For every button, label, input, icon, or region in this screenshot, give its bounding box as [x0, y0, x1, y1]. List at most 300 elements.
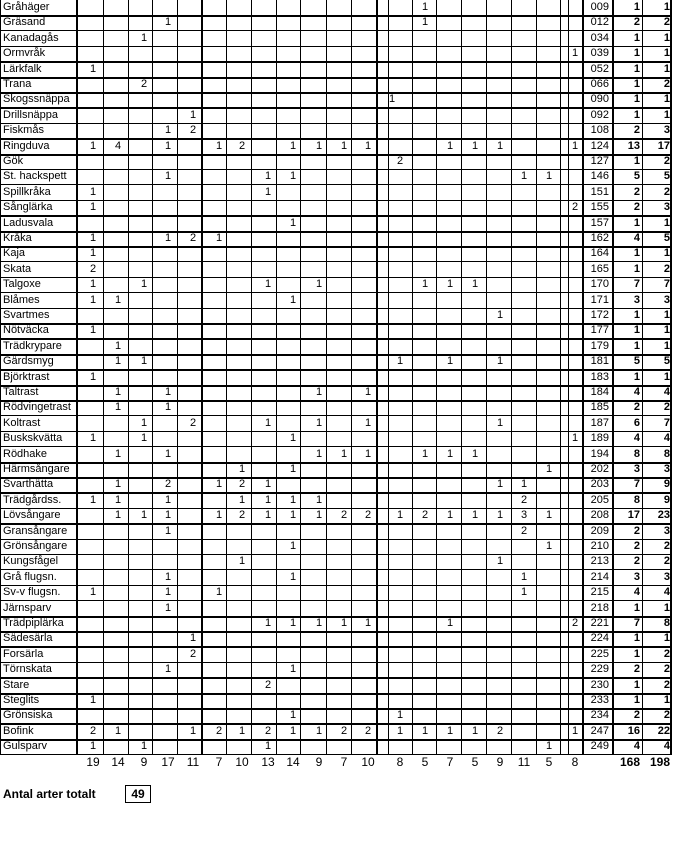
count-cell — [232, 108, 252, 123]
count-cell — [83, 631, 103, 646]
count-cell — [158, 678, 178, 693]
count-cell: 2 — [89, 262, 97, 275]
count-cell — [232, 123, 252, 138]
site-count: 4 — [633, 232, 640, 244]
count-cell — [358, 493, 378, 508]
column-total: 19 — [86, 755, 100, 769]
count-cell — [232, 262, 252, 277]
count-cell: 1 — [520, 586, 528, 599]
count-cell — [465, 293, 485, 308]
count-cell — [514, 616, 534, 631]
count-cell — [108, 15, 128, 30]
count-cell — [108, 631, 128, 646]
count-cell: 1 — [289, 540, 297, 552]
count-cell — [158, 46, 178, 61]
count-cell — [390, 524, 410, 539]
count-cell — [134, 339, 154, 354]
count-cell — [258, 216, 278, 231]
count-cell — [134, 323, 154, 338]
count-cell — [358, 462, 378, 477]
species-name: Drillsnäppa — [3, 108, 59, 121]
count-cell: 1 — [496, 139, 504, 152]
count-cell — [134, 385, 154, 400]
count-cell: 1 — [396, 355, 404, 368]
count-cell — [390, 339, 410, 354]
column-total: 9 — [496, 755, 504, 769]
species-name: Skogssnäppa — [3, 93, 70, 106]
species-code: 224 — [590, 632, 609, 645]
species-code: 194 — [590, 447, 609, 460]
site-count: 2 — [633, 540, 640, 552]
species-code: 012 — [590, 16, 609, 29]
individual-count: 5 — [663, 170, 670, 183]
count-cell — [83, 647, 103, 662]
count-cell: 1 — [496, 555, 504, 568]
count-cell — [465, 477, 485, 492]
count-cell — [232, 77, 252, 92]
count-cell — [158, 308, 178, 323]
count-cell — [232, 601, 252, 616]
count-cell: 1 — [215, 509, 223, 522]
count-cell — [514, 139, 534, 154]
individual-count: 1 — [663, 694, 670, 706]
count-cell — [490, 631, 510, 646]
site-count: 2 — [633, 524, 640, 537]
count-cell — [440, 216, 460, 231]
grid-line — [582, 0, 584, 754]
count-cell — [232, 385, 252, 400]
count-cell: 1 — [215, 139, 223, 152]
count-cell — [490, 447, 510, 462]
count-cell: 2 — [264, 678, 272, 691]
count-cell — [465, 616, 485, 631]
grid-line — [300, 0, 301, 754]
count-cell — [415, 616, 435, 631]
individual-count: 5 — [663, 232, 670, 244]
individual-count: 2 — [663, 401, 670, 414]
count-cell — [108, 200, 128, 215]
count-cell — [490, 293, 510, 308]
count-cell — [183, 169, 203, 184]
count-cell — [108, 662, 128, 677]
count-cell — [108, 108, 128, 123]
count-cell: 1 — [114, 293, 122, 306]
count-cell — [490, 123, 510, 138]
count-cell — [514, 108, 534, 123]
count-cell — [415, 200, 435, 215]
grid-line — [201, 0, 203, 754]
table-row — [0, 493, 672, 509]
species-code: 214 — [590, 570, 609, 583]
species-code: 234 — [590, 709, 609, 722]
species-name: Trädkrypare — [3, 339, 62, 352]
count-cell — [134, 62, 154, 77]
count-cell — [514, 462, 534, 477]
count-cell — [465, 647, 485, 662]
count-cell — [390, 293, 410, 308]
count-cell — [440, 570, 460, 585]
count-cell — [134, 123, 154, 138]
count-cell: 1 — [364, 447, 372, 460]
count-cell — [440, 185, 460, 200]
site-count: 2 — [633, 16, 640, 29]
count-cell — [83, 31, 103, 46]
count-cell — [390, 308, 410, 323]
count-cell — [134, 246, 154, 261]
count-cell — [390, 185, 410, 200]
species-code: 185 — [590, 401, 609, 414]
count-cell: 1 — [164, 663, 172, 676]
count-cell — [390, 493, 410, 508]
species-code: 209 — [590, 524, 609, 537]
count-cell — [134, 724, 154, 739]
count-cell — [465, 370, 485, 385]
count-cell — [358, 339, 378, 354]
count-cell — [183, 216, 203, 231]
species-name: Nötväcka — [3, 324, 49, 337]
site-count: 1 — [633, 47, 640, 60]
count-cell: 1 — [471, 509, 479, 522]
count-cell: 1 — [89, 185, 97, 198]
count-cell — [440, 416, 460, 431]
count-cell — [108, 739, 128, 754]
count-cell: 1 — [396, 509, 404, 522]
count-cell: 1 — [164, 232, 172, 244]
count-cell — [258, 154, 278, 169]
count-cell — [108, 647, 128, 662]
count-cell: 1 — [421, 278, 429, 291]
individual-count: 3 — [663, 293, 670, 306]
count-cell — [258, 92, 278, 107]
count-cell — [440, 62, 460, 77]
count-cell — [232, 647, 252, 662]
count-cell — [183, 31, 203, 46]
count-cell — [514, 185, 534, 200]
count-cell — [232, 616, 252, 631]
count-cell — [258, 431, 278, 446]
count-cell — [490, 739, 510, 754]
count-cell — [465, 62, 485, 77]
count-cell — [134, 139, 154, 154]
individual-count: 1 — [663, 309, 670, 321]
count-cell — [183, 585, 203, 600]
site-count: 1 — [633, 647, 640, 660]
site-count: 5 — [633, 355, 640, 368]
individual-count: 2 — [663, 185, 670, 198]
species-code: 221 — [590, 617, 609, 629]
count-cell — [390, 647, 410, 662]
species-name: Ormvråk — [3, 47, 46, 60]
count-cell — [390, 139, 410, 154]
count-cell — [490, 46, 510, 61]
count-cell — [232, 308, 252, 323]
count-cell — [134, 678, 154, 693]
count-cell: 1 — [89, 586, 97, 599]
count-cell — [183, 308, 203, 323]
count-cell — [514, 724, 534, 739]
count-cell: 1 — [471, 139, 479, 152]
site-count: 1 — [633, 370, 640, 383]
count-cell — [490, 462, 510, 477]
count-cell: 2 — [264, 724, 272, 737]
count-cell — [108, 678, 128, 693]
species-name: Kråka — [3, 232, 32, 244]
count-cell — [183, 139, 203, 154]
species-code: 162 — [590, 232, 609, 244]
count-cell — [514, 431, 534, 446]
count-cell — [183, 154, 203, 169]
site-count: 2 — [633, 185, 640, 198]
count-cell — [232, 216, 252, 231]
count-cell — [358, 92, 378, 107]
count-cell: 1 — [340, 139, 348, 152]
count-cell — [440, 585, 460, 600]
count-cell: 1 — [264, 740, 272, 753]
site-count: 1 — [633, 324, 640, 337]
count-cell — [440, 46, 460, 61]
species-code: 184 — [590, 386, 609, 398]
column-total: 8 — [396, 755, 404, 769]
count-cell — [490, 108, 510, 123]
site-count: 2 — [633, 201, 640, 214]
count-cell — [490, 708, 510, 723]
species-code: 157 — [590, 216, 609, 229]
count-cell — [490, 216, 510, 231]
count-cell — [490, 370, 510, 385]
count-cell — [514, 631, 534, 646]
species-name: Gulsparv — [3, 740, 48, 753]
count-cell: 1 — [289, 509, 297, 522]
count-cell: 1 — [264, 617, 272, 629]
table-row — [0, 524, 672, 540]
count-cell: 1 — [164, 509, 172, 522]
count-cell — [465, 31, 485, 46]
count-cell — [440, 462, 460, 477]
table-row — [0, 108, 672, 124]
count-cell — [514, 277, 534, 292]
count-cell — [183, 385, 203, 400]
count-cell — [83, 15, 103, 30]
count-cell — [258, 77, 278, 92]
count-cell — [183, 678, 203, 693]
count-cell — [415, 416, 435, 431]
count-cell — [358, 739, 378, 754]
table-row — [0, 154, 672, 170]
grid-line — [251, 0, 252, 754]
table-row — [0, 31, 672, 47]
count-cell — [83, 462, 103, 477]
count-cell — [440, 539, 460, 554]
count-cell — [258, 31, 278, 46]
count-cell — [390, 431, 410, 446]
count-cell: 1 — [164, 170, 172, 183]
count-cell: 1 — [471, 724, 479, 737]
table-row — [0, 647, 672, 663]
count-cell — [465, 123, 485, 138]
count-cell: 1 — [289, 570, 297, 583]
count-cell — [465, 739, 485, 754]
count-cell — [415, 123, 435, 138]
count-cell: 1 — [545, 170, 553, 183]
individual-count: 1 — [663, 247, 670, 260]
count-cell — [514, 539, 534, 554]
count-cell: 1 — [215, 586, 223, 599]
column-total: 7 — [340, 755, 348, 769]
count-cell — [358, 246, 378, 261]
count-cell — [134, 708, 154, 723]
count-cell: 1 — [289, 293, 297, 306]
count-cell — [183, 354, 203, 369]
count-cell — [232, 185, 252, 200]
individual-count: 9 — [663, 478, 670, 491]
count-cell — [390, 601, 410, 616]
grid-line — [670, 0, 672, 754]
count-cell: 1 — [289, 216, 297, 229]
site-count: 5 — [633, 170, 640, 183]
count-cell — [490, 231, 510, 246]
grid-line — [436, 0, 437, 754]
count-cell — [415, 154, 435, 169]
count-cell: 1 — [164, 493, 172, 506]
grid-line — [560, 0, 561, 754]
count-cell — [258, 339, 278, 354]
count-cell — [232, 15, 252, 30]
count-cell: 2 — [396, 155, 404, 167]
count-cell — [358, 477, 378, 492]
count-cell — [390, 570, 410, 585]
count-cell: 2 — [215, 724, 223, 737]
count-cell — [232, 416, 252, 431]
column-total: 14 — [111, 755, 125, 769]
individual-count: 1 — [663, 108, 670, 121]
count-cell — [108, 524, 128, 539]
species-code: 034 — [590, 31, 609, 44]
species-code: 066 — [590, 78, 609, 90]
grid-line — [326, 0, 327, 754]
species-code: 092 — [590, 108, 609, 121]
count-cell: 1 — [264, 416, 272, 429]
site-count: 1 — [633, 262, 640, 275]
grid-line — [536, 0, 537, 754]
table-row — [0, 277, 672, 293]
count-cell: 1 — [89, 278, 97, 291]
count-cell — [415, 169, 435, 184]
count-cell — [232, 277, 252, 292]
species-name: Trädgårdss. — [3, 493, 62, 506]
count-cell: 1 — [215, 232, 223, 244]
count-cell — [465, 354, 485, 369]
count-cell — [258, 62, 278, 77]
count-cell: 1 — [315, 139, 323, 152]
count-cell — [232, 293, 252, 308]
table-row — [0, 739, 672, 755]
species-code: 009 — [590, 1, 609, 13]
count-cell — [514, 370, 534, 385]
species-name: Grå flugsn. — [3, 570, 57, 583]
site-count: 7 — [633, 278, 640, 291]
count-cell — [183, 616, 203, 631]
individual-count: 2 — [663, 663, 670, 676]
count-cell — [258, 447, 278, 462]
count-cell — [134, 524, 154, 539]
count-cell — [358, 169, 378, 184]
count-cell — [440, 554, 460, 569]
count-cell — [490, 92, 510, 107]
count-cell — [514, 385, 534, 400]
count-cell: 1 — [164, 139, 172, 152]
count-cell — [465, 323, 485, 338]
count-cell: 1 — [340, 617, 348, 629]
count-cell — [514, 601, 534, 616]
count-cell: 1 — [238, 555, 246, 568]
count-cell: 1 — [264, 170, 272, 183]
count-cell: 1 — [164, 570, 172, 583]
count-cell — [183, 601, 203, 616]
count-cell — [158, 200, 178, 215]
count-cell — [514, 416, 534, 431]
count-cell — [183, 46, 203, 61]
count-cell: 1 — [114, 386, 122, 398]
count-cell: 1 — [264, 478, 272, 491]
species-name: Buskskvätta — [3, 432, 63, 445]
species-code: 181 — [590, 355, 609, 368]
count-cell: 2 — [189, 124, 197, 137]
column-totals-row — [0, 754, 672, 770]
count-cell — [490, 647, 510, 662]
count-cell — [158, 462, 178, 477]
count-cell — [390, 447, 410, 462]
species-code: 247 — [590, 724, 609, 737]
count-cell — [158, 370, 178, 385]
individual-count: 1 — [663, 216, 670, 229]
species-name: Ladusvala — [3, 216, 54, 229]
count-cell — [358, 693, 378, 708]
count-cell — [490, 385, 510, 400]
species-name: Björktrast — [3, 370, 50, 383]
count-cell — [440, 0, 460, 15]
count-cell — [514, 554, 534, 569]
count-cell: 2 — [571, 617, 579, 629]
individual-count: 1 — [663, 47, 670, 60]
count-cell: 2 — [340, 724, 348, 737]
count-cell: 1 — [520, 478, 528, 491]
count-cell — [390, 477, 410, 492]
count-cell — [183, 293, 203, 308]
individual-count: 23 — [657, 509, 670, 522]
grid-line — [511, 0, 512, 754]
species-name: Rödvingetrast — [3, 401, 71, 414]
count-cell: 1 — [496, 416, 504, 429]
species-total-value: 49 — [125, 785, 151, 803]
count-cell — [83, 447, 103, 462]
count-cell — [158, 62, 178, 77]
count-cell — [390, 62, 410, 77]
column-total: 5 — [471, 755, 479, 769]
site-count: 1 — [633, 632, 640, 645]
site-count: 8 — [633, 493, 640, 506]
count-cell: 1 — [164, 401, 172, 414]
count-cell — [514, 46, 534, 61]
count-cell — [158, 77, 178, 92]
count-cell: 1 — [496, 309, 504, 321]
individual-count: 1 — [663, 324, 670, 337]
count-cell — [108, 554, 128, 569]
count-cell — [490, 400, 510, 415]
individual-count: 4 — [663, 740, 670, 753]
count-cell: 1 — [364, 617, 372, 629]
species-name: Steglits — [3, 694, 40, 706]
count-cell — [390, 585, 410, 600]
